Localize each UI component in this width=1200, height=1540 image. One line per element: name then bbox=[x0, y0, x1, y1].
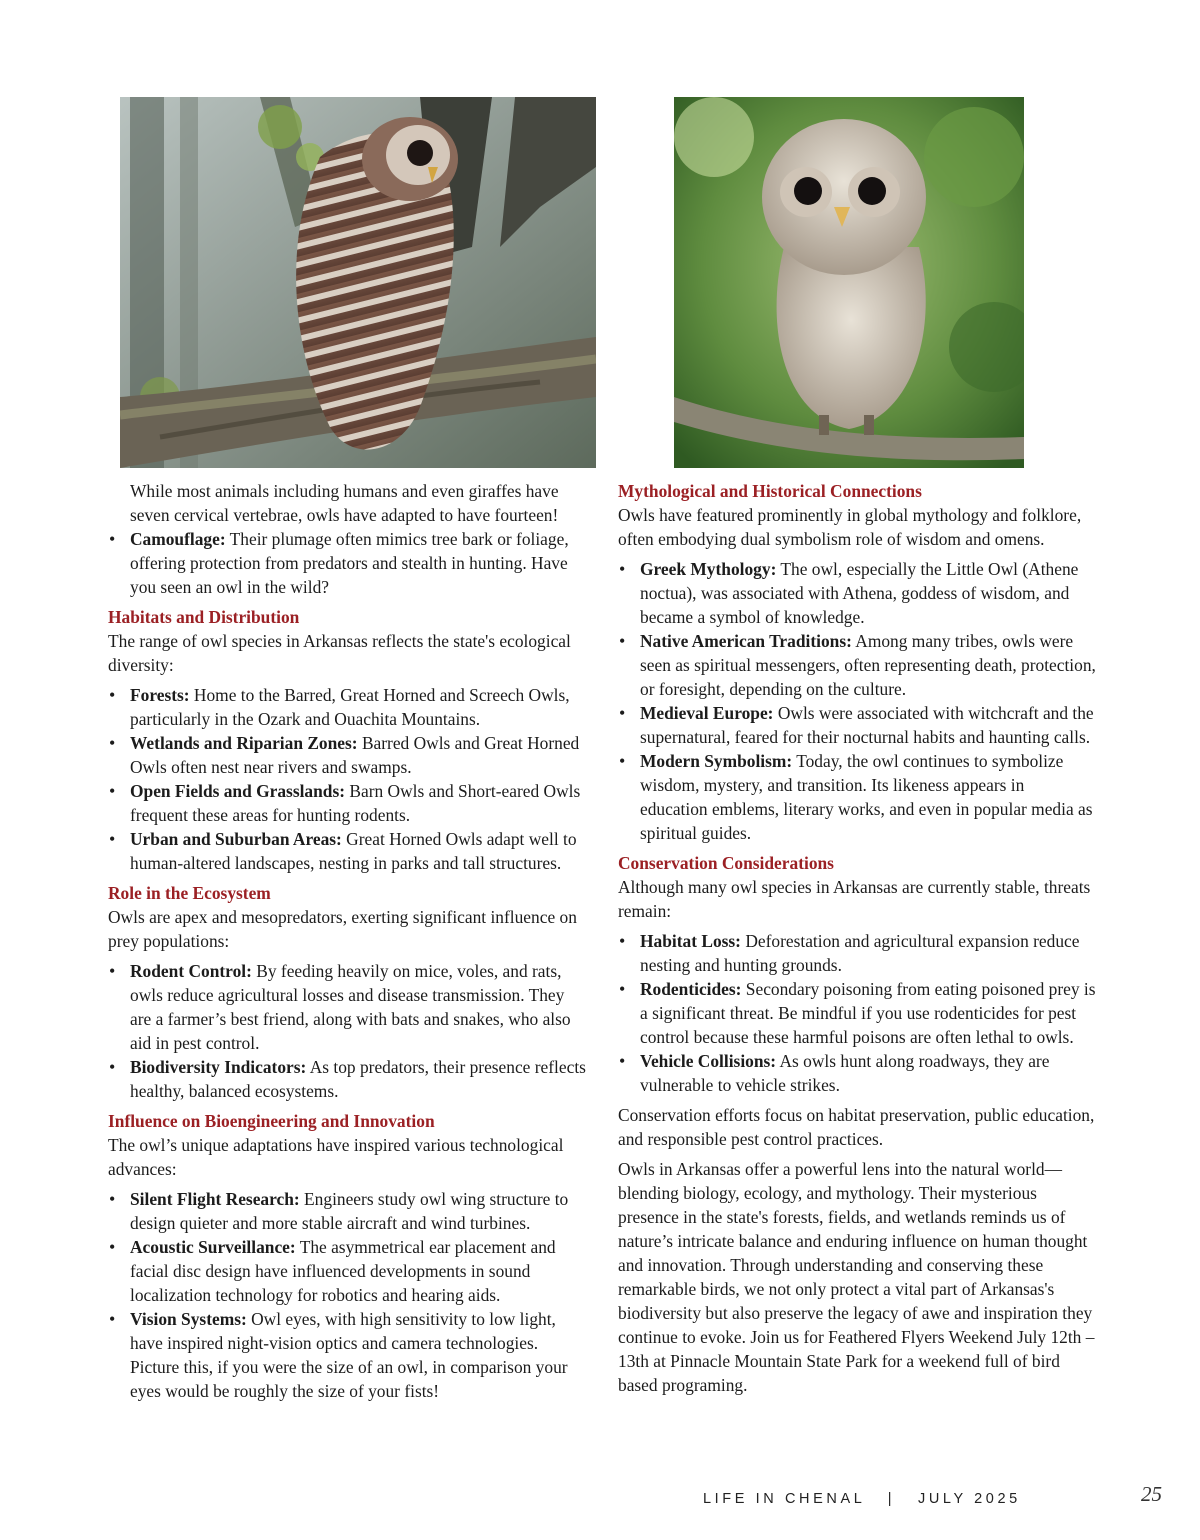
conservation-list bbox=[618, 929, 1096, 1097]
list-item: • Rodenticides: Secondary poisoning from eating poisoned prey is a significant threat. Be mindful if you use rodenticides for pest control because these harmful poisons are often lethal to owls. bbox=[618, 977, 1096, 1049]
bioengineering-intro: The owl’s unique adaptations have inspired various technological advances: bbox=[108, 1135, 564, 1179]
ecosystem-heading: Role in the Ecosystem bbox=[108, 883, 271, 903]
habitats-heading: Habitats and Distribution bbox=[108, 607, 300, 627]
conservation-intro: Although many owl species in Arkansas are currently stable, threats remain: bbox=[618, 877, 1091, 921]
habitats-intro: The range of owl species in Arkansas reflects the state's ecological diversity: bbox=[108, 631, 571, 675]
closing-paragraph: Owls in Arkansas offer a powerful lens into the natural world—blending biology, ecology, and mythology. Their mysterious presence in the state's forests, fields, and wetlands reminds us of nature’s intricate balance and enduring influence on human thought and innovation. Through understanding and conserving these remarkable birds, we not only protect a vital part of Arkansas's biodiversity but also preserve the legacy of awe and inspiration they continue to evoke. Join us for Feathered Flyers Weekend July 12th – 13th at Pinnacle Mountain State Park for a weekend full of bird based programing. bbox=[618, 1159, 1095, 1395]
list-item: • Open Fields and Grasslands: Barn Owls and Short-eared Owls frequent these areas for hunting rodents. bbox=[108, 779, 588, 827]
page-number: 25 bbox=[1141, 1482, 1162, 1506]
list-item: • Camouflage: Their plumage often mimics tree bark or foliage, offering protection from predators and stealth in hunting. Have you seen an owl in the wild? bbox=[108, 527, 588, 599]
list-item: • Acoustic Surveillance: The asymmetrical ear placement and facial disc design have influenced developments in sound localization technology for robotics and hearing aids. bbox=[108, 1235, 588, 1307]
list-item: • Forests: Home to the Barred, Great Horned and Screech Owls, particularly in the Ozark and Ouachita Mountains. bbox=[108, 683, 588, 731]
list-item: • Greek Mythology: The owl, especially the Little Owl (Athene noctua), was associated with Athena, goddess of wisdom, and became a symbol of knowledge. bbox=[618, 557, 1096, 629]
magazine-footer: LIFE IN CHENAL | JULY 2025 bbox=[703, 1491, 1021, 1507]
list-item: • Wetlands and Riparian Zones: Barred Owls and Great Horned Owls often nest near rivers and swamps. bbox=[108, 731, 588, 779]
barred-owl-photo bbox=[120, 97, 596, 468]
list-item: • Vision Systems: Owl eyes, with high sensitivity to low light, have inspired night-vision optics and camera technologies. Picture this, if you were the size of an owl, in comparison your eyes would be roughly the size of your fists! bbox=[108, 1307, 588, 1403]
list-item: • Modern Symbolism: Today, the owl continues to symbolize wisdom, mystery, and transition. Its likeness appears in education emblems, literary works, and even in popular media as spiritual guides. bbox=[618, 749, 1096, 845]
list-item: • Biodiversity Indicators: As top predators, their presence reflects healthy, balanced ecosystems. bbox=[108, 1055, 588, 1103]
ecosystem-intro: Owls are apex and mesopredators, exerting significant influence on prey populations: bbox=[108, 907, 577, 951]
mythology-intro: Owls have featured prominently in global mythology and folklore, often embodying dual symbolism role of wisdom and omens. bbox=[618, 505, 1082, 549]
conservation-heading: Conservation Considerations bbox=[618, 853, 834, 873]
mythology-heading: Mythological and Historical Connections bbox=[618, 481, 922, 501]
right-column bbox=[618, 479, 1096, 1397]
vertebrae-continuation: While most animals including humans and even giraffes have seven cervical vertebrae, owls have adapted to have fourteen! bbox=[130, 481, 559, 525]
list-item: • Silent Flight Research: Engineers study owl wing structure to design quieter and more stable aircraft and wind turbines. bbox=[108, 1187, 588, 1235]
list-item: • Medieval Europe: Owls were associated with witchcraft and the supernatural, feared for their nocturnal habits and haunting calls. bbox=[618, 701, 1096, 749]
camouflage-list bbox=[108, 527, 588, 599]
owlet-photo bbox=[674, 97, 1024, 468]
list-item: • Vehicle Collisions: As owls hunt along roadways, they are vulnerable to vehicle strikes. bbox=[618, 1049, 1096, 1097]
habitats-list bbox=[108, 683, 588, 875]
list-item: • Urban and Suburban Areas: Great Horned Owls adapt well to human-altered landscapes, nesting in parks and tall structures. bbox=[108, 827, 588, 875]
list-item: • Habitat Loss: Deforestation and agricultural expansion reduce nesting and hunting grounds. bbox=[618, 929, 1096, 977]
ecosystem-list bbox=[108, 959, 588, 1103]
list-item: • Rodent Control: By feeding heavily on mice, voles, and rats, owls reduce agricultural losses and disease transmission. They are a farmer’s best friend, along with bats and snakes, who also aid in pest control. bbox=[108, 959, 588, 1055]
mythology-list bbox=[618, 557, 1096, 845]
conservation-summary: Conservation efforts focus on habitat preservation, public education, and responsible pest control practices. bbox=[618, 1105, 1095, 1149]
list-item: • Native American Traditions: Among many tribes, owls were seen as spiritual messengers, often representing death, protection, or foresight, depending on the culture. bbox=[618, 629, 1096, 701]
left-column bbox=[108, 479, 588, 1403]
bioengineering-heading: Influence on Bioengineering and Innovation bbox=[108, 1111, 435, 1131]
bioengineering-list bbox=[108, 1187, 588, 1403]
